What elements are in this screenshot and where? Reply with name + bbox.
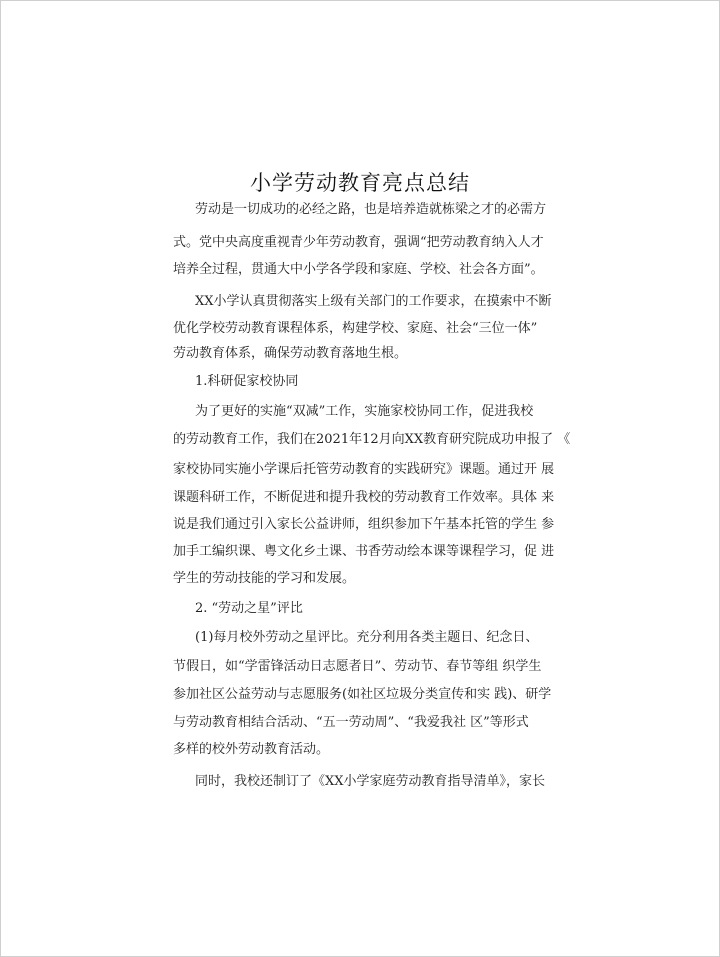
- paragraph-line: (1)每月校外劳动之星评比。充分利用各类主题日、纪念日、: [195, 630, 539, 645]
- paragraph-line: 同时，我校还制订了《XX小学家庭劳动教育指导清单》，家长: [195, 774, 546, 789]
- paragraph-line: 课题科研工作，不断促进和提升我校的劳动教育工作效率。具体 来: [173, 490, 555, 505]
- paragraph-line: 多样的校外劳动教育活动。: [173, 742, 330, 757]
- paragraph-line: 说是我们通过引入家长公益讲师，组织参加下午基本托管的学生 参: [173, 517, 555, 532]
- paragraph-line: 参加社区公益劳动与志愿服务(如社区垃圾分类宣传和实 践)、研学: [173, 687, 552, 702]
- paragraph-line: 劳动是一切成功的必经之路，也是培养造就栋梁之才的必需方: [195, 202, 547, 217]
- document-title: 小学劳动教育亮点总结: [250, 171, 470, 195]
- paragraph-line: XX小学认真贯彻落实上级有关部门的工作要求，在摸索中不断: [195, 294, 552, 309]
- paragraph-line: 家校协同实施小学课后托管劳动教育的实践研究》课题。通过开 展: [173, 462, 555, 477]
- paragraph-line: 学生的劳动技能的学习和发展。: [173, 571, 356, 586]
- paragraph-line: 优化学校劳动教育课程体系，构建学校、家庭、社会“三位一体”: [173, 321, 538, 336]
- paragraph-line: 式。党中央高度重视青少年劳动教育，强调“把劳动教育纳入人才: [173, 235, 544, 250]
- section-heading: 1.科研促家校协同: [195, 374, 299, 389]
- paragraph-line: 与劳动教育相结合活动、“五一劳动周”、“我爱我社 区”等形式: [173, 715, 529, 730]
- paragraph-line: 培养全过程，贯通大中小学各学段和家庭、学校、社会各方面”。: [173, 262, 544, 277]
- paragraph-line: 节假日，如“学雷锋活动日志愿者日”、劳动节、春节等组 织学生: [173, 659, 542, 674]
- section-heading: 2. “劳动之星”评比: [195, 601, 303, 616]
- paragraph-line: 劳动教育体系，确保劳动教育落地生根。: [173, 346, 408, 361]
- paragraph-line: 的劳动教育工作，我们在2021年12月向XX教育研究院成功申报了 《: [173, 432, 571, 447]
- paragraph-line: 加手工编织课、粤文化乡土课、书香劳动绘本课等课程学习，促 进: [173, 544, 555, 559]
- paragraph-line: 为了更好的实施“双减”工作，实施家校协同工作，促进我校: [195, 404, 534, 419]
